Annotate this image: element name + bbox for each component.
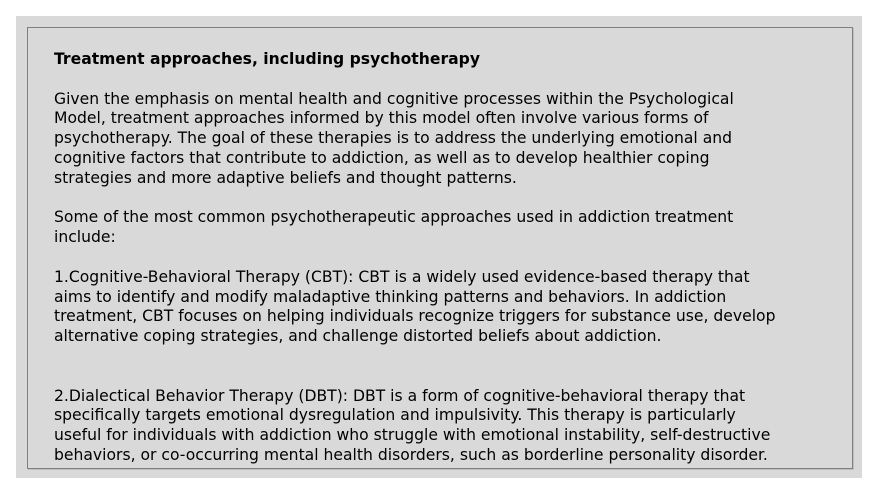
text-line: include: bbox=[54, 228, 116, 247]
text-line: 2.Dialectical Behavior Therapy (DBT): DBT is a form of cognitive-behavioral therapy that bbox=[54, 386, 746, 405]
text-line: Model, treatment approaches informed by this model often involve various forms of bbox=[54, 109, 709, 128]
text-line: aims to identify and modify maladaptive thinking patterns and behaviors. In addiction bbox=[54, 287, 727, 306]
text-line: behaviors, or co-occurring mental health disorders, such as borderline personality disorder. bbox=[54, 445, 768, 464]
approaches-intro-paragraph bbox=[54, 208, 844, 248]
text-line: specifically targets emotional dysregulation and impulsivity. This therapy is particularly bbox=[54, 406, 736, 425]
text-line: cognitive factors that contribute to addiction, as well as to develop healthier coping bbox=[54, 148, 710, 167]
blank-line bbox=[54, 347, 844, 367]
text-line: strategies and more adaptive beliefs and thought patterns. bbox=[54, 168, 517, 187]
dbt-paragraph bbox=[54, 387, 844, 466]
text-line: treatment, CBT focuses on helping individuals recognize triggers for substance use, develop bbox=[54, 307, 776, 326]
text-line: Some of the most common psychotherapeutic approaches used in addiction treatment bbox=[54, 208, 734, 227]
intro-paragraph bbox=[54, 90, 844, 189]
text-line: alternative coping strategies, and challenge distorted beliefs about addiction. bbox=[54, 327, 662, 346]
cbt-paragraph bbox=[54, 268, 844, 367]
text-line: useful for individuals with addiction who struggle with emotional instability, self-destructive bbox=[54, 426, 771, 445]
text-line: 1.Cognitive-Behavioral Therapy (CBT): CBT is a widely used evidence-based therapy that bbox=[54, 267, 750, 286]
text-line: Given the emphasis on mental health and cognitive processes within the Psychological bbox=[54, 89, 734, 108]
text-line: psychotherapy. The goal of these therapies is to address the underlying emotional and bbox=[54, 129, 733, 148]
slide-content bbox=[54, 50, 844, 486]
slide-title: Treatment approaches, including psychotherapy bbox=[54, 50, 480, 68]
